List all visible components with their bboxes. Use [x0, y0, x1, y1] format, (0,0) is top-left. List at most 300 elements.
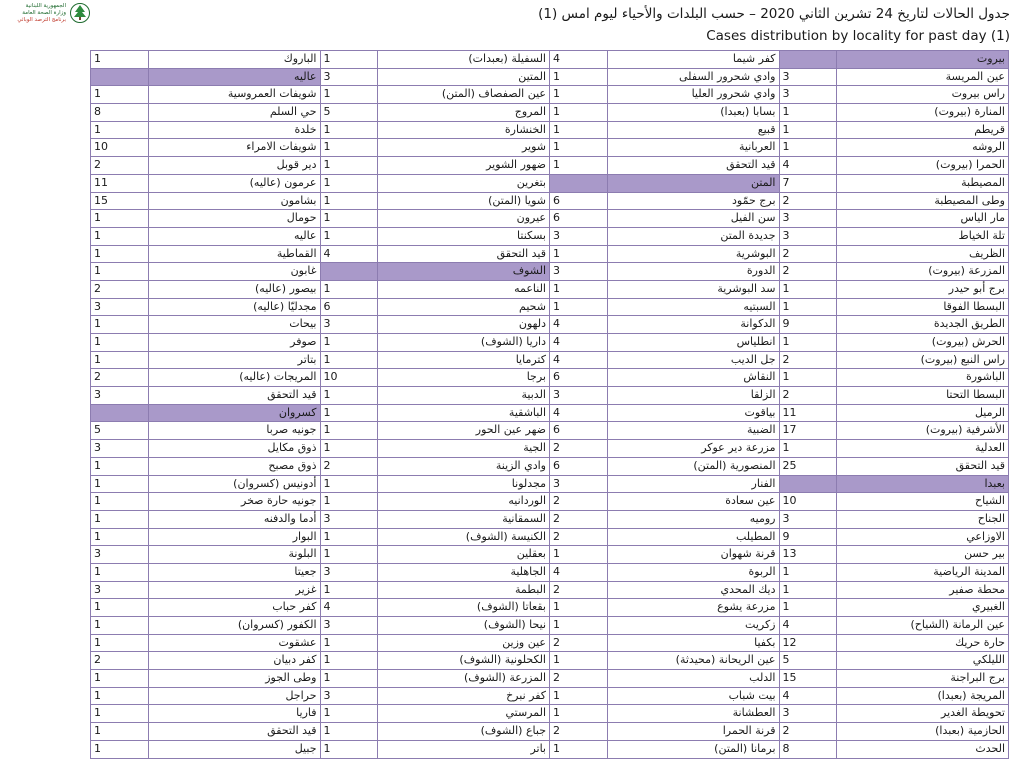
locality-name-cell: كفر نبرخ: [377, 688, 549, 706]
locality-name-cell: الباشورة: [836, 369, 1008, 387]
case-count-cell: 1: [90, 741, 148, 759]
case-count-cell: 1: [779, 299, 837, 317]
locality-name-cell: السبتيه: [607, 299, 779, 317]
case-count-cell: 1: [320, 175, 378, 193]
locality-name-cell: البوار: [148, 529, 320, 547]
locality-name-cell: السمقانية: [377, 511, 549, 529]
locality-name-cell: المروج: [377, 104, 549, 122]
region-header-cell: عاليه: [148, 69, 320, 87]
case-count-cell: 1: [90, 316, 148, 334]
table-row: [90, 210, 1008, 228]
page-title-arabic: جدول الحالات لتاريخ 24 تشرين الثاني 2020 – حسب البلدات والأحياء ليوم امس (1): [538, 6, 1010, 22]
case-count-cell: 3: [320, 316, 378, 334]
case-count-cell: 1: [90, 334, 148, 352]
locality-name-cell: قرنة الحمرا: [607, 723, 779, 741]
table-row: [90, 705, 1008, 723]
table-row: [90, 652, 1008, 670]
locality-name-cell: الزلقا: [607, 387, 779, 405]
locality-name-cell: مزرعة يشوع: [607, 599, 779, 617]
table-row: [90, 387, 1008, 405]
table-row: [90, 723, 1008, 741]
locality-name-cell: برج حمّود: [607, 193, 779, 211]
locality-name-cell: بياقوت: [607, 405, 779, 423]
locality-name-cell: صوفر: [148, 334, 320, 352]
case-count-cell: 1: [549, 122, 607, 140]
locality-name-cell: الباشقية: [377, 405, 549, 423]
case-count-cell: 3: [549, 228, 607, 246]
case-count-cell: 1: [779, 440, 837, 458]
locality-name-cell: الشياح: [836, 493, 1008, 511]
locality-name-cell: الطريق الجديدة: [836, 316, 1008, 334]
case-count-cell: 2: [549, 582, 607, 600]
case-count-cell: 4: [549, 352, 607, 370]
case-count-cell: 1: [779, 564, 837, 582]
locality-name-cell: الحمرا (بيروت): [836, 157, 1008, 175]
locality-name-cell: الدكوانة: [607, 316, 779, 334]
table-row: [90, 440, 1008, 458]
locality-name-cell: شويفات العمروسية: [148, 86, 320, 104]
case-count-cell: 1: [320, 122, 378, 140]
case-count-cell: 6: [549, 369, 607, 387]
locality-name-cell: سن الفيل: [607, 210, 779, 228]
case-count-cell: 2: [90, 652, 148, 670]
locality-name-cell: قرنة شهوان: [607, 546, 779, 564]
ministry-logo: [4, 3, 91, 24]
locality-name-cell: وطى المصيطبة: [836, 193, 1008, 211]
locality-name-cell: الدلب: [607, 670, 779, 688]
locality-name-cell: بتاتر: [148, 352, 320, 370]
locality-name-cell: القماطية: [148, 246, 320, 264]
case-count-cell: 1: [549, 69, 607, 87]
case-count-cell: 1: [90, 635, 148, 653]
case-count-cell: 1: [90, 705, 148, 723]
case-count-cell: 5: [320, 104, 378, 122]
case-count-cell: 1: [320, 387, 378, 405]
locality-name-cell: الظريف: [836, 246, 1008, 264]
locality-name-cell: الحدث: [836, 741, 1008, 759]
case-count-cell: 2: [549, 440, 607, 458]
case-count-cell: 6: [320, 299, 378, 317]
case-count-cell: 4: [549, 51, 607, 69]
case-count-cell: [779, 51, 837, 69]
case-count-cell: 6: [549, 210, 607, 228]
locality-name-cell: بيحات: [148, 316, 320, 334]
case-count-cell: [549, 175, 607, 193]
locality-name-cell: عاليه: [148, 228, 320, 246]
case-count-cell: 1: [320, 51, 378, 69]
locality-name-cell: بعقلين: [377, 546, 549, 564]
locality-name-cell: فاريا: [148, 705, 320, 723]
case-count-cell: 3: [549, 263, 607, 281]
locality-name-cell: الكنيسة (الشوف): [377, 529, 549, 547]
case-count-cell: 1: [90, 210, 148, 228]
case-count-cell: 3: [779, 511, 837, 529]
table-row: [90, 281, 1008, 299]
case-count-cell: 1: [549, 741, 607, 759]
table-row: [90, 175, 1008, 193]
locality-name-cell: بسابا (بعبدا): [607, 104, 779, 122]
locality-name-cell: وادي شحرور السفلى: [607, 69, 779, 87]
locality-name-cell: تحويطة الغدير: [836, 705, 1008, 723]
table-row: [90, 582, 1008, 600]
case-count-cell: 4: [549, 564, 607, 582]
case-count-cell: 3: [320, 617, 378, 635]
case-count-cell: 3: [549, 476, 607, 494]
locality-name-cell: قبيع: [607, 122, 779, 140]
case-count-cell: 1: [320, 228, 378, 246]
locality-name-cell: جونيه صربا: [148, 422, 320, 440]
case-count-cell: 17: [779, 422, 837, 440]
case-count-cell: 1: [320, 705, 378, 723]
case-count-cell: 1: [90, 352, 148, 370]
locality-name-cell: قيد التحقق: [148, 723, 320, 741]
locality-name-cell: الأشرفية (بيروت): [836, 422, 1008, 440]
case-count-cell: 6: [549, 422, 607, 440]
table-row: [90, 617, 1008, 635]
locality-name-cell: راس بيروت: [836, 86, 1008, 104]
case-count-cell: 3: [320, 511, 378, 529]
case-count-cell: 2: [320, 458, 378, 476]
locality-name-cell: بقعاتا (الشوف): [377, 599, 549, 617]
locality-name-cell: العدلية: [836, 440, 1008, 458]
locality-name-cell: مار الياس: [836, 210, 1008, 228]
region-header-cell: بيروت: [836, 51, 1008, 69]
case-count-cell: 3: [779, 86, 837, 104]
case-count-cell: 1: [90, 529, 148, 547]
case-count-cell: 5: [779, 652, 837, 670]
table-row: [90, 493, 1008, 511]
case-count-cell: 1: [90, 493, 148, 511]
case-count-cell: 1: [320, 334, 378, 352]
case-count-cell: 4: [549, 405, 607, 423]
case-count-cell: 1: [90, 228, 148, 246]
locality-name-cell: برمانا (المتن): [607, 741, 779, 759]
locality-name-cell: مزرعة دير عوكر: [607, 440, 779, 458]
locality-name-cell: ديك المحدي: [607, 582, 779, 600]
case-count-cell: 5: [90, 422, 148, 440]
case-count-cell: 1: [549, 281, 607, 299]
table-row: [90, 564, 1008, 582]
table-row: [90, 529, 1008, 547]
logo-line-1: الجمهورية اللبنانية: [25, 3, 66, 9]
case-count-cell: 1: [320, 157, 378, 175]
case-count-cell: 2: [549, 670, 607, 688]
region-header-cell: كسروان: [148, 405, 320, 423]
case-count-cell: 1: [779, 122, 837, 140]
case-count-cell: 1: [320, 652, 378, 670]
table-row: [90, 157, 1008, 175]
case-count-cell: 8: [90, 104, 148, 122]
locality-name-cell: قيد التحقق: [377, 246, 549, 264]
case-count-cell: 1: [320, 476, 378, 494]
case-count-cell: 15: [779, 670, 837, 688]
case-count-cell: 1: [90, 723, 148, 741]
page-title-english: Cases distribution by locality for past day (1): [706, 28, 1010, 44]
locality-name-cell: حي السلم: [148, 104, 320, 122]
case-count-cell: 1: [320, 529, 378, 547]
case-count-cell: 2: [549, 723, 607, 741]
case-count-cell: 1: [549, 599, 607, 617]
locality-name-cell: وطى الجوز: [148, 670, 320, 688]
case-count-cell: [320, 263, 378, 281]
case-count-cell: 3: [779, 705, 837, 723]
locality-name-cell: المزرعة (بيروت): [836, 263, 1008, 281]
table-row: [90, 476, 1008, 494]
locality-name-cell: كفر دبيان: [148, 652, 320, 670]
case-count-cell: 4: [320, 246, 378, 264]
case-count-cell: 10: [320, 369, 378, 387]
table-row: [90, 422, 1008, 440]
locality-name-cell: عيرون: [377, 210, 549, 228]
case-count-cell: [779, 476, 837, 494]
case-count-cell: 1: [549, 546, 607, 564]
case-count-cell: 2: [90, 281, 148, 299]
case-count-cell: 1: [779, 139, 837, 157]
locality-name-cell: وادي شحرور العليا: [607, 86, 779, 104]
case-count-cell: 3: [320, 69, 378, 87]
case-count-cell: 1: [320, 405, 378, 423]
region-header-cell: الشوف: [377, 263, 549, 281]
table-row: [90, 263, 1008, 281]
locality-name-cell: المريجة (بعبدا): [836, 688, 1008, 706]
case-count-cell: 7: [779, 175, 837, 193]
case-count-cell: 6: [549, 193, 607, 211]
table-row: [90, 369, 1008, 387]
case-count-cell: 1: [549, 157, 607, 175]
case-count-cell: 8: [779, 741, 837, 759]
locality-name-cell: غزير: [148, 582, 320, 600]
locality-name-cell: العربانية: [607, 139, 779, 157]
case-count-cell: [90, 405, 148, 423]
locality-name-cell: كفر حباب: [148, 599, 320, 617]
case-count-cell: 1: [320, 493, 378, 511]
case-count-cell: 2: [549, 529, 607, 547]
case-count-cell: 3: [90, 387, 148, 405]
locality-name-cell: المرستي: [377, 705, 549, 723]
table-row: [90, 122, 1008, 140]
case-count-cell: 12: [779, 635, 837, 653]
table-row: [90, 635, 1008, 653]
case-count-cell: 2: [779, 193, 837, 211]
locality-name-cell: حومال: [148, 210, 320, 228]
table-row: [90, 741, 1008, 759]
case-count-cell: 1: [320, 670, 378, 688]
locality-name-cell: شحيم: [377, 299, 549, 317]
case-count-cell: 3: [320, 688, 378, 706]
locality-name-cell: جونيه حارة صخر: [148, 493, 320, 511]
locality-name-cell: تلة الخياط: [836, 228, 1008, 246]
locality-name-cell: دلهون: [377, 316, 549, 334]
locality-name-cell: بكفيا: [607, 635, 779, 653]
case-count-cell: 1: [779, 582, 837, 600]
table-row: [90, 670, 1008, 688]
case-count-cell: 25: [779, 458, 837, 476]
locality-name-cell: عين الصفصاف (المتن): [377, 86, 549, 104]
locality-name-cell: الباروك: [148, 51, 320, 69]
case-count-cell: 2: [549, 635, 607, 653]
case-count-cell: 1: [90, 511, 148, 529]
locality-name-cell: وادي الزينة: [377, 458, 549, 476]
locality-name-cell: السفيلة (بعبدات): [377, 51, 549, 69]
locality-name-cell: عشقوت: [148, 635, 320, 653]
locality-name-cell: جعيتا: [148, 564, 320, 582]
case-count-cell: 1: [320, 723, 378, 741]
locality-name-cell: كترمايا: [377, 352, 549, 370]
case-count-cell: 3: [90, 299, 148, 317]
locality-name-cell: قيد التحقق: [148, 387, 320, 405]
case-count-cell: 4: [549, 316, 607, 334]
case-count-cell: 1: [549, 104, 607, 122]
case-count-cell: 4: [779, 157, 837, 175]
table-row: [90, 316, 1008, 334]
locality-name-cell: ضهر عين الحور: [377, 422, 549, 440]
locality-name-cell: الحازمية (بعبدا): [836, 723, 1008, 741]
locality-name-cell: قيد التحقق: [836, 458, 1008, 476]
locality-name-cell: الربوة: [607, 564, 779, 582]
case-count-cell: 3: [549, 387, 607, 405]
locality-name-cell: المدينة الرياضية: [836, 564, 1008, 582]
locality-name-cell: عين المريسة: [836, 69, 1008, 87]
locality-name-cell: انطلياس: [607, 334, 779, 352]
locality-name-cell: الوردانيه: [377, 493, 549, 511]
case-count-cell: 1: [90, 122, 148, 140]
locality-name-cell: عين وزين: [377, 635, 549, 653]
locality-name-cell: مجدليّا (عاليه): [148, 299, 320, 317]
table-row: [90, 139, 1008, 157]
locality-name-cell: الليلكي: [836, 652, 1008, 670]
locality-name-cell: المصيطبة: [836, 175, 1008, 193]
case-count-cell: 1: [320, 582, 378, 600]
locality-name-cell: سد البوشرية: [607, 281, 779, 299]
locality-name-cell: برج البراجنة: [836, 670, 1008, 688]
case-count-cell: 1: [320, 139, 378, 157]
table-row: [90, 228, 1008, 246]
table-row: [90, 599, 1008, 617]
locality-name-cell: داريا (الشوف): [377, 334, 549, 352]
case-count-cell: 10: [779, 493, 837, 511]
locality-name-cell: جباع (الشوف): [377, 723, 549, 741]
locality-name-cell: بتغرين: [377, 175, 549, 193]
case-count-cell: 3: [90, 582, 148, 600]
case-count-cell: 2: [549, 511, 607, 529]
case-count-cell: 1: [549, 688, 607, 706]
case-count-cell: 1: [320, 210, 378, 228]
case-count-cell: 1: [90, 86, 148, 104]
case-count-cell: 1: [90, 599, 148, 617]
case-count-cell: 1: [549, 705, 607, 723]
case-count-cell: 1: [320, 193, 378, 211]
case-count-cell: 2: [549, 493, 607, 511]
locality-name-cell: الجاهلية: [377, 564, 549, 582]
case-count-cell: 1: [779, 334, 837, 352]
locality-name-cell: راس النبع (بيروت): [836, 352, 1008, 370]
locality-name-cell: البوشرية: [607, 246, 779, 264]
locality-name-cell: الخنشارة: [377, 122, 549, 140]
locality-name-cell: جبيل: [148, 741, 320, 759]
case-count-cell: 1: [320, 635, 378, 653]
case-count-cell: 1: [90, 476, 148, 494]
locality-name-cell: حارة حريك: [836, 635, 1008, 653]
locality-name-cell: عين الريحانة (محيدثة): [607, 652, 779, 670]
cases-table: [90, 50, 1009, 759]
case-count-cell: 15: [90, 193, 148, 211]
table-row: [90, 334, 1008, 352]
locality-name-cell: الغبيري: [836, 599, 1008, 617]
locality-name-cell: محطة صفير: [836, 582, 1008, 600]
locality-name-cell: شويفات الامراء: [148, 139, 320, 157]
logo-line-3: برنامج الترصد الوبائي: [17, 17, 66, 23]
table-row: [90, 546, 1008, 564]
table-row: [90, 51, 1008, 69]
locality-name-cell: عرمون (عاليه): [148, 175, 320, 193]
locality-name-cell: المنارة (بيروت): [836, 104, 1008, 122]
locality-name-cell: المريجات (عاليه): [148, 369, 320, 387]
case-count-cell: 3: [779, 228, 837, 246]
locality-name-cell: غابون: [148, 263, 320, 281]
locality-name-cell: شوير: [377, 139, 549, 157]
locality-name-cell: برجا: [377, 369, 549, 387]
locality-name-cell: البطمة: [377, 582, 549, 600]
case-count-cell: 4: [779, 688, 837, 706]
case-count-cell: 1: [549, 299, 607, 317]
case-count-cell: 4: [549, 334, 607, 352]
table-row: [90, 86, 1008, 104]
case-count-cell: 2: [779, 263, 837, 281]
locality-name-cell: الجناح: [836, 511, 1008, 529]
case-count-cell: 1: [90, 688, 148, 706]
table-row: [90, 104, 1008, 122]
locality-name-cell: ذوق مكايل: [148, 440, 320, 458]
locality-name-cell: عين سعادة: [607, 493, 779, 511]
table-row: [90, 299, 1008, 317]
table-row: [90, 69, 1008, 87]
case-count-cell: 9: [779, 529, 837, 547]
locality-name-cell: خلدة: [148, 122, 320, 140]
locality-name-cell: الكفور (كسروان): [148, 617, 320, 635]
locality-name-cell: أدما والدفنه: [148, 511, 320, 529]
case-count-cell: 1: [90, 564, 148, 582]
case-count-cell: 1: [549, 652, 607, 670]
locality-name-cell: البلونة: [148, 546, 320, 564]
case-count-cell: 2: [90, 369, 148, 387]
locality-name-cell: الضبية: [607, 422, 779, 440]
table-row: [90, 405, 1008, 423]
locality-name-cell: ضهور الشوير: [377, 157, 549, 175]
case-count-cell: 4: [320, 599, 378, 617]
locality-name-cell: شويا (المتن): [377, 193, 549, 211]
case-count-cell: 10: [90, 139, 148, 157]
case-count-cell: 1: [320, 352, 378, 370]
locality-name-cell: الفنار: [607, 476, 779, 494]
locality-name-cell: النقاش: [607, 369, 779, 387]
locality-name-cell: المطيلب: [607, 529, 779, 547]
table-row: [90, 352, 1008, 370]
locality-name-cell: الدورة: [607, 263, 779, 281]
case-count-cell: 11: [90, 175, 148, 193]
locality-name-cell: زكريت: [607, 617, 779, 635]
case-count-cell: 1: [90, 458, 148, 476]
locality-name-cell: المتين: [377, 69, 549, 87]
case-count-cell: 1: [90, 617, 148, 635]
case-count-cell: 2: [779, 387, 837, 405]
locality-name-cell: برج أبو حيدر: [836, 281, 1008, 299]
case-count-cell: 1: [779, 281, 837, 299]
table-row: [90, 193, 1008, 211]
cedar-emblem-icon: [69, 3, 91, 23]
case-count-cell: [90, 69, 148, 87]
locality-name-cell: الحرش (بيروت): [836, 334, 1008, 352]
locality-name-cell: دير قوبل: [148, 157, 320, 175]
